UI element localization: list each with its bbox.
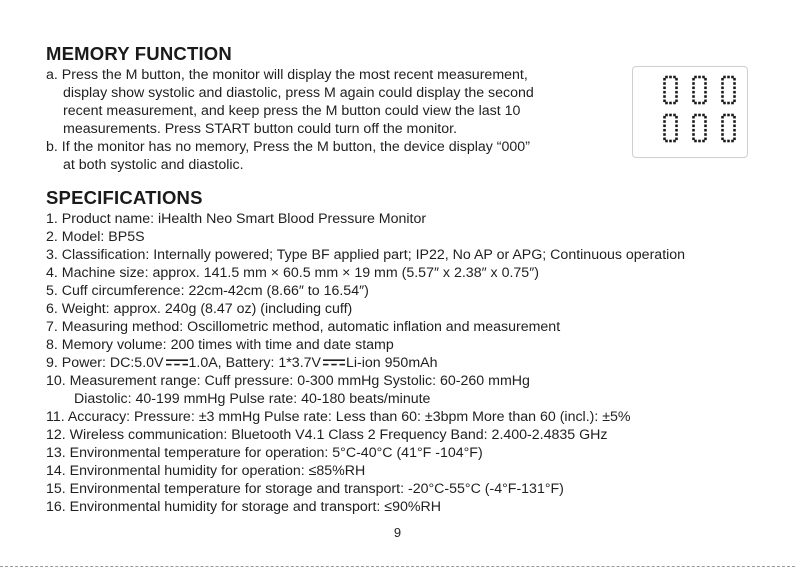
spec-item-2: 2. Model: BP5S <box>46 229 145 245</box>
spec-item-15: 15. Environmental temperature for storage and transport: -20°C-55°C (-4°F-131°F) <box>46 481 564 497</box>
spec-item-12: 12. Wireless communication: Bluetooth V4.1 Class 2 Frequency Band: 2.400-2.4835 GHz <box>46 427 608 443</box>
lcd-diastolic-readout <box>663 114 736 143</box>
spec-item-16: 16. Environmental humidity for storage and transport: ≤90%RH <box>46 499 441 515</box>
lcd-digit <box>721 76 736 105</box>
spec-item-7: 7. Measuring method: Oscillometric method, automatic inflation and measurement <box>46 319 561 335</box>
page-number: 9 <box>393 525 402 540</box>
page-edge-divider <box>0 566 795 567</box>
spec-item-9-power: 9. Power: DC:5.0V <box>46 355 164 371</box>
memory-line-a2: display show systolic and diastolic, press M again could display the second <box>63 85 534 101</box>
spec-item-4: 4. Machine size: approx. 141.5 mm × 60.5 mm × 19 mm (5.57″ x 2.38″ x 0.75″) <box>46 265 539 281</box>
spec-item-6: 6. Weight: approx. 240g (8.47 oz) (including cuff) <box>46 301 353 317</box>
lcd-digit <box>721 114 736 143</box>
spec-item-10-cont: Diastolic: 40-199 mmHg Pulse rate: 40-180 beats/minute <box>74 391 431 407</box>
dc-symbol-icon <box>166 359 188 366</box>
spec-item-9-battery: 1.0A, Battery: 1*3.7V <box>188 355 321 371</box>
memory-line-b2: at both systolic and diastolic. <box>63 157 244 173</box>
lcd-digit <box>692 114 707 143</box>
spec-item-14: 14. Environmental humidity for operation: ≤85%RH <box>46 463 366 479</box>
lcd-digit <box>692 76 707 105</box>
spec-item-5: 5. Cuff circumference: 22cm-42cm (8.66″ to 16.54″) <box>46 283 369 299</box>
memory-line-a3: recent measurement, and keep press the M button could view the last 10 <box>63 103 521 119</box>
spec-item-11: 11. Accuracy: Pressure: ±3 mmHg Pulse rate: Less than 60: ±3bpm More than 60 (incl.): ±5% <box>46 409 631 425</box>
specifications-heading: SPECIFICATIONS <box>46 187 203 208</box>
lcd-systolic-readout <box>663 76 736 105</box>
lcd-digit <box>663 76 678 105</box>
spec-item-9 <box>46 354 438 372</box>
lcd-memory-display <box>632 66 748 158</box>
spec-item-10: 10. Measurement range: Cuff pressure: 0-300 mmHg Systolic: 60-260 mmHg <box>46 373 530 389</box>
spec-item-3: 3. Classification: Internally powered; Type BF applied part; IP22, No AP or APG; Continuous operation <box>46 247 686 263</box>
lcd-digits-graphic <box>633 67 747 157</box>
spec-item-1: 1. Product name: iHealth Neo Smart Blood Pressure Monitor <box>46 211 427 227</box>
spec-item-9-battery-type: Li-ion 950mAh <box>346 355 438 371</box>
memory-function-heading: MEMORY FUNCTION <box>46 43 232 64</box>
memory-line-a1: a. Press the M button, the monitor will display the most recent measurement, <box>46 67 528 83</box>
memory-line-a4: measurements. Press START button could turn off the monitor. <box>63 121 458 137</box>
memory-line-b1: b. If the monitor has no memory, Press the M button, the device display “000” <box>46 139 530 155</box>
dc-symbol-icon <box>323 359 345 366</box>
lcd-digit <box>663 114 678 143</box>
spec-item-8: 8. Memory volume: 200 times with time and date stamp <box>46 337 394 353</box>
spec-item-13: 13. Environmental temperature for operation: 5°C-40°C (41°F -104°F) <box>46 445 483 461</box>
